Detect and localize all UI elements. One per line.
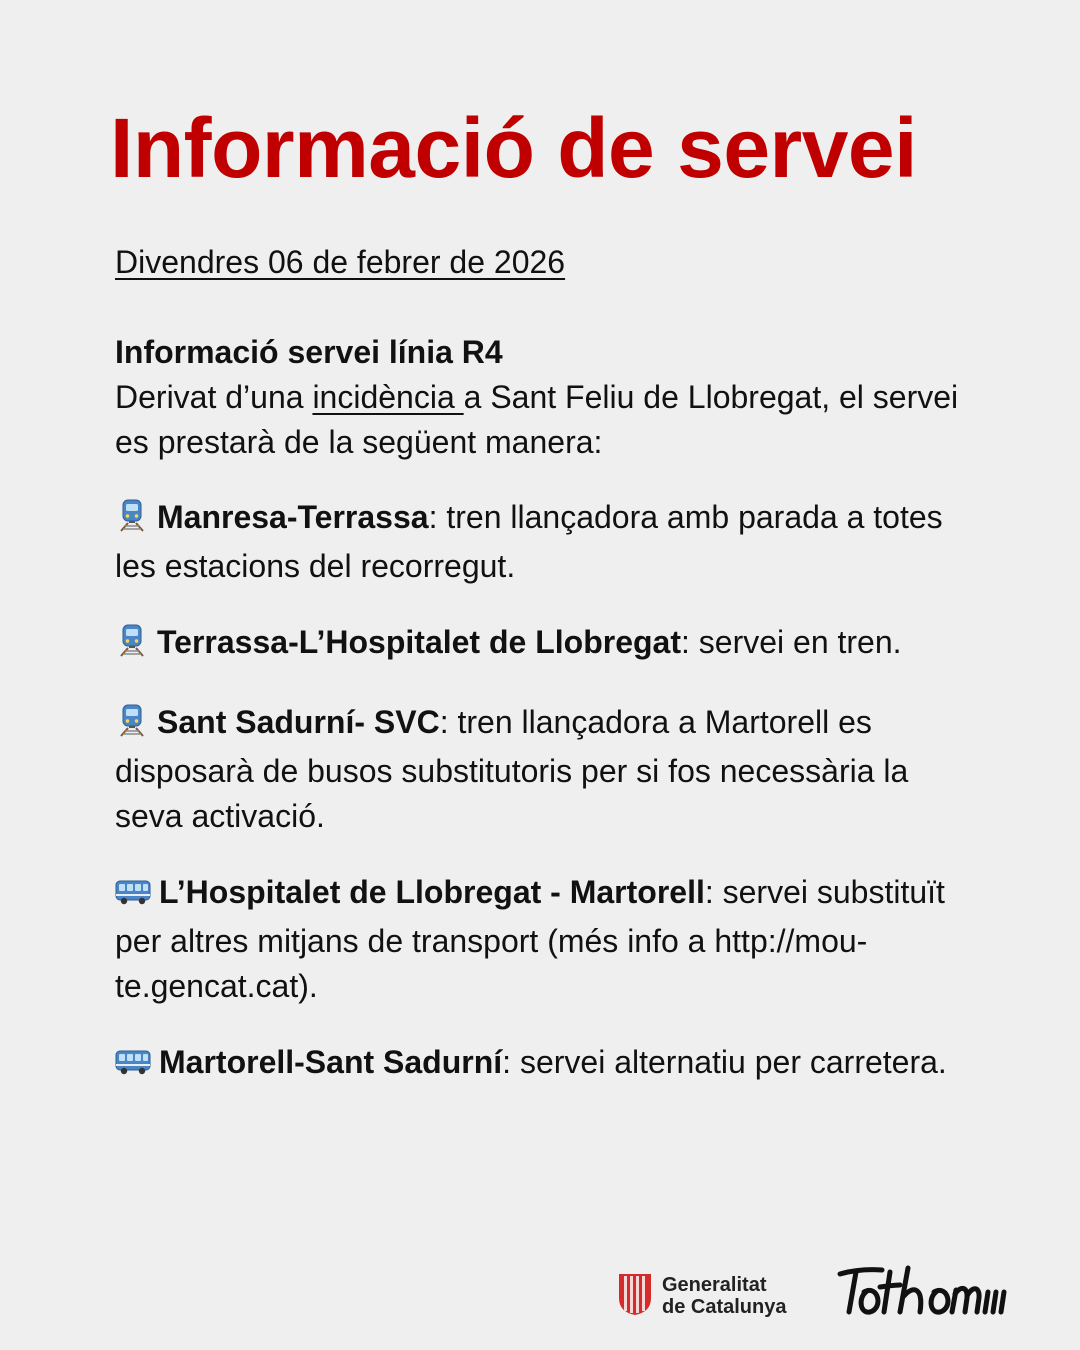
route-description: tren llançadora amb parada a totes les estacions del recorregut. <box>115 499 943 584</box>
tothom-logo-icon <box>834 1262 1014 1322</box>
generalitat-logo-icon <box>616 1272 654 1321</box>
generalitat-line1: Generalitat <box>662 1274 767 1296</box>
page-title: Informació de servei <box>110 101 917 195</box>
service-item-sant-sadurni-svc <box>115 700 975 839</box>
route-name: Martorell-Sant Sadurní <box>159 1044 503 1080</box>
service-date: Divendres 06 de febrer de 2026 <box>115 244 566 280</box>
incident-link[interactable]: incidència <box>312 379 464 415</box>
route-name: Terrassa-L’Hospitalet de Llobregat <box>157 624 681 660</box>
service-item-manresa-terrassa <box>115 495 975 589</box>
bus-icon <box>115 1044 151 1089</box>
train-icon <box>115 498 149 544</box>
generalitat-wordmark <box>662 1274 786 1318</box>
generalitat-line2: de Catalunya <box>662 1296 787 1318</box>
service-item-terrassa-hospitalet <box>115 620 975 669</box>
tothom-logo <box>834 1262 1014 1327</box>
route-separator: : <box>680 624 690 660</box>
route-separator: : <box>428 499 438 535</box>
intro-text-after: a Sant Feliu de Llobregat, el servei es prestarà de la següent manera: <box>115 379 959 460</box>
bus-icon <box>115 874 151 919</box>
intro-heading: Informació servei línia R4 <box>115 334 503 370</box>
intro-paragraph <box>115 330 975 465</box>
route-separator: : <box>502 1044 512 1080</box>
route-separator: : <box>439 704 449 740</box>
route-description: servei substituït per altres mitjans de transport (més info a http://mou-te.gencat.cat). <box>115 874 945 1004</box>
route-description: servei en tren. <box>689 624 902 660</box>
footer-logos <box>612 1262 1032 1326</box>
service-content <box>115 330 975 1120</box>
intro-text-before: Derivat d’una <box>115 379 313 415</box>
route-description: servei alternatiu per carretera. <box>511 1044 947 1080</box>
train-icon <box>115 703 149 749</box>
service-item-hospitalet-martorell <box>115 870 975 1009</box>
service-item-martorell-sant-sadurni <box>115 1040 975 1089</box>
route-name: L’Hospitalet de Llobregat - Martorell <box>159 874 705 910</box>
route-separator: : <box>704 874 714 910</box>
route-name: Manresa-Terrassa <box>157 499 429 535</box>
route-description: tren llançadora a Martorell es disposarà de busos substitutoris per si fos necessària la seva activació. <box>115 704 909 834</box>
train-icon <box>115 623 149 669</box>
route-name: Sant Sadurní- SVC <box>157 704 440 740</box>
